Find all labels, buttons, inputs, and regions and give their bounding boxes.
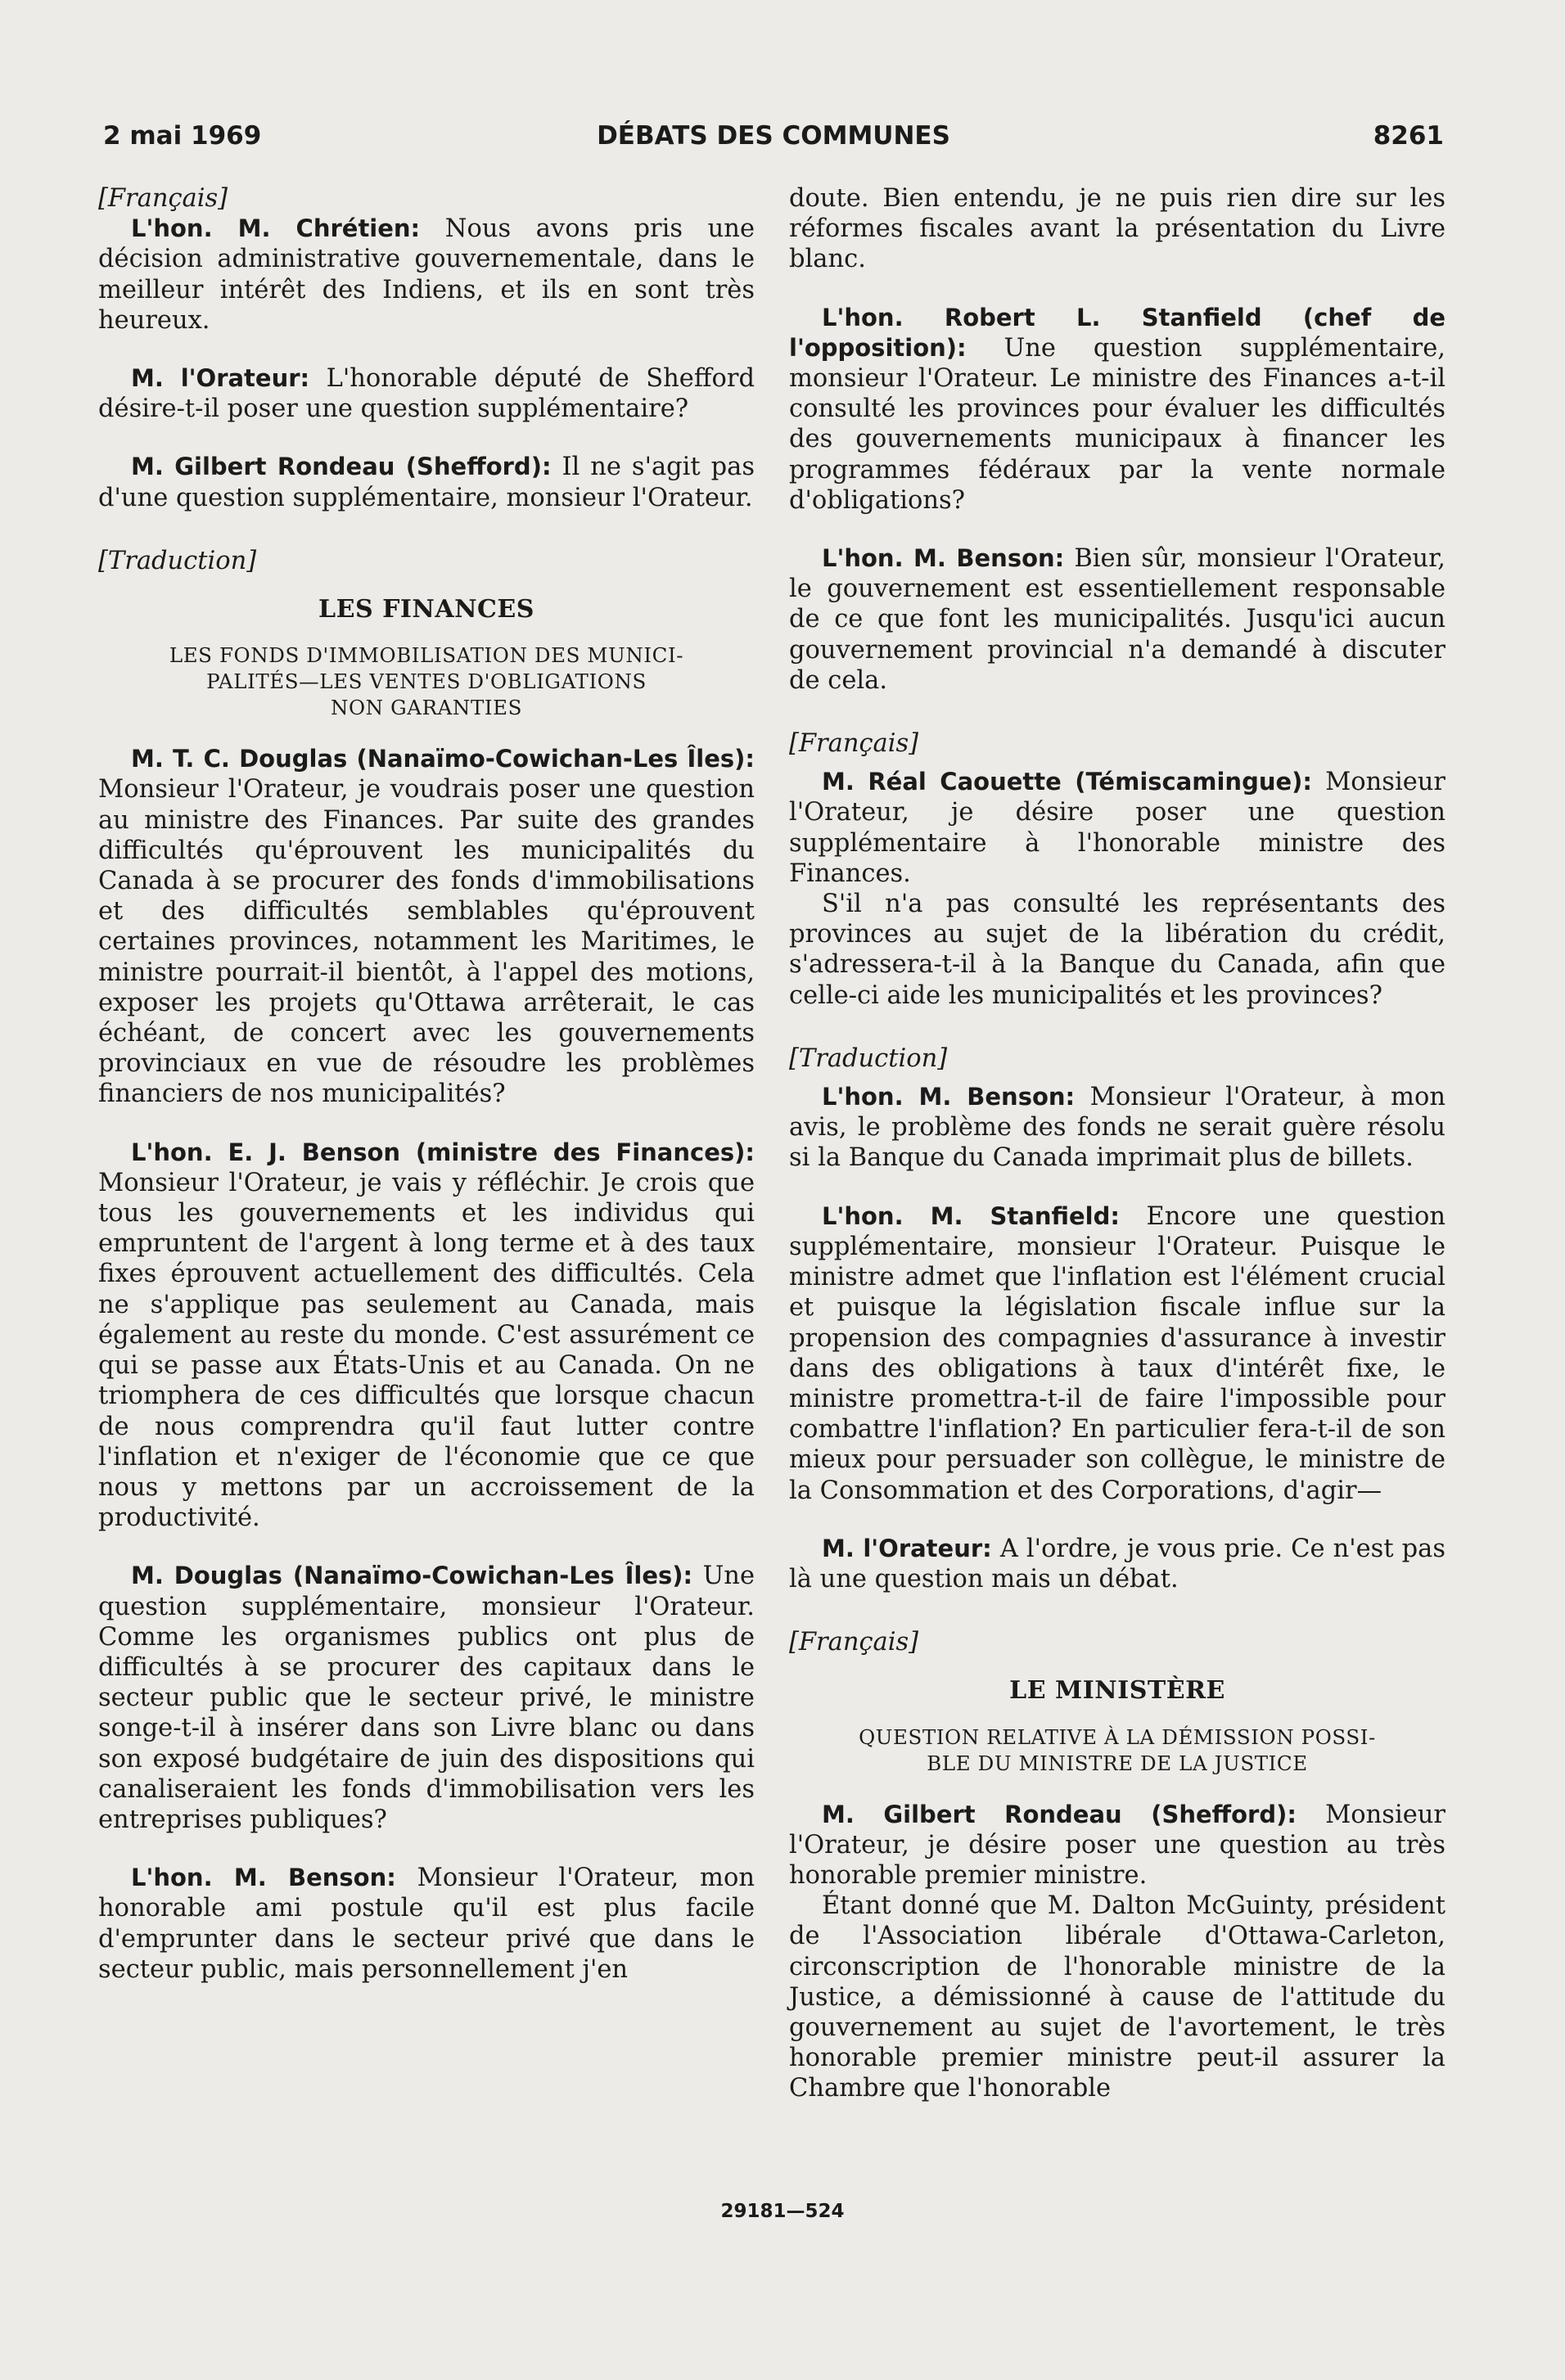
speaker-name: M. l'Orateur:	[131, 364, 310, 393]
speech-text: A l'ordre, je vous prie. Ce n'est pas là une question mais un débat.	[789, 1534, 1446, 1593]
speaker-name: L'hon. E. J. Benson (ministre des Finances):	[131, 1138, 755, 1166]
body-paragraph: S'il n'a pas consulté les représentants des provinces au sujet de la libération du crédit, s'adressera-t-il à la Banque du Canada, afin que celle-ci aide les municipalités et les provinces?	[789, 890, 1445, 1010]
page-header	[103, 121, 1444, 162]
speech-text: Nous avons pris une décision administrative gouvernementale, dans le meilleur intérêt des Indiens, et ils en sont très heureux.	[98, 214, 755, 335]
section-heading: LES FINANCES	[318, 595, 534, 624]
speech-text: Monsieur l'Orateur, à mon avis, le problème des fonds ne serait guère résolu si la Banque du Canada imprimait plus de billets.	[789, 1083, 1445, 1173]
speaker-name: L'hon. M. Chrétien:	[131, 214, 421, 243]
speech-paragraph	[98, 1561, 755, 1835]
speaker-name: M. T. C. Douglas (Nanaïmo-Cowichan-Les Îles):	[131, 745, 755, 773]
subheading-line: QUESTION RELATIVE À LA DÉMISSION POSSI-	[859, 1724, 1376, 1749]
speech-text: Monsieur l'Orateur, je vais y réfléchir. Je crois que tous les gouvernements et les individus qui empruntent de l'argent à long terme et à des taux fixes éprouvent actuellement des difficultés. Cela ne s'applique pas seulement au Canada, mais également au reste du monde. C'est assurément ce qui se passe aux États-Unis et au Canada. On ne triomphera de ces difficultés que lorsque chacun de nous comprendra qu'il faut lutter contre l'inflation et n'exiger de l'économie que ce que nous y mettons par un accroissement de la productivité.	[98, 1168, 755, 1533]
speaker-name: L'hon. M. Benson:	[131, 1864, 396, 1892]
speaker-name: M. Gilbert Rondeau (Shefford):	[822, 1800, 1297, 1828]
speech-paragraph	[789, 303, 1445, 516]
speaker-name: L'hon. M. Stanfield:	[822, 1201, 1120, 1230]
language-marker: [Français]	[98, 184, 228, 213]
speech-paragraph	[98, 214, 755, 336]
speech-text: Monsieur l'Orateur, je désire poser une question au très honorable premier ministre.	[789, 1800, 1445, 1890]
speaker-name: L'hon. Robert L. Stanfield (chef de l'opposition):	[789, 303, 1445, 362]
header-date: 2 mai 1969	[103, 121, 262, 151]
body-paragraph: Étant donné que M. Dalton McGuinty, président de l'Association libérale d'Ottawa-Carleton, circonscription de l'honorable ministre de la Justice, a démissionné à cause de l'attitude du gouvernement au sujet de l'avortement, le très honorable premier ministre peut-il assurer la Chambre que l'honorable	[789, 1891, 1445, 2103]
subheading-line: PALITÉS—LES VENTES D'OBLIGATIONS	[206, 669, 647, 694]
speech-text: Bien sûr, monsieur l'Orateur, le gouvernement est essentiellement responsable de ce que font les municipalités. Jusqu'ici aucun gouvernement provincial n'a demandé à discuter de cela.	[789, 544, 1445, 695]
speech-text: L'honorable député de Shefford désire-t-il poser une question supplémentaire?	[98, 364, 755, 424]
left-column	[98, 183, 755, 1985]
language-marker: [Français]	[789, 729, 919, 759]
speech-paragraph	[789, 1082, 1445, 1174]
speech-paragraph	[789, 767, 1445, 889]
subheading-line: BLE DU MINISTRE DE LA JUSTICE	[927, 1751, 1308, 1775]
page-footer-code: 29181—524	[720, 2201, 845, 2222]
speech-text: Monsieur l'Orateur, mon honorable ami postule qu'il est plus facile d'emprunter dans le secteur privé que dans le secteur public, mais personnellement j'en	[98, 1864, 755, 1984]
section-heading: LE MINISTÈRE	[1009, 1676, 1225, 1706]
speaker-name: M. Gilbert Rondeau (Shefford):	[131, 453, 552, 481]
speech-paragraph	[789, 1201, 1445, 1506]
speech-paragraph	[789, 543, 1445, 696]
speech-text: Monsieur l'Orateur, je voudrais poser une question au ministre des Finances. Par suite des grandes difficultés qu'éprouvent les municipalités du Canada à se procurer des fonds d'immobilisations et des difficultés semblables qu'éprouvent certaines provinces, notamment les Maritimes, le ministre pourrait-il bientôt, à l'appel des motions, exposer les projets qu'Ottawa arrêterait, le cas échéant, de concert avec les gouvernements provinciaux en vue de résoudre les problèmes financiers de nos municipalités?	[98, 775, 755, 1109]
subheading-line: LES FONDS D'IMMOBILISATION DES MUNICI-	[169, 643, 684, 668]
section-subheading	[98, 642, 755, 721]
continued-paragraph: doute. Bien entendu, je ne puis rien dire sur les réformes fiscales avant la présentation du Livre blanc.	[789, 184, 1445, 274]
language-marker: [Traduction]	[789, 1044, 948, 1073]
speech-text: Une question supplémentaire, monsieur l'Orateur. Comme les organismes publics ont plus de difficultés à se procurer des capitaux dans le secteur public que le secteur privé, le ministre songe-t-il à insérer dans son Livre blanc ou dans son exposé budgétaire de juin des dispositions qui canaliseraient les fonds d'immobilisation vers les entreprises publiques?	[98, 1562, 755, 1834]
speaker-name: L'hon. M. Benson:	[822, 544, 1065, 573]
right-column	[789, 183, 1445, 2104]
section-subheading	[789, 1724, 1445, 1777]
speaker-name: M. l'Orateur:	[822, 1534, 992, 1562]
language-marker: [Français]	[789, 1628, 919, 1657]
speech-paragraph	[98, 1863, 755, 1985]
speech-text: Encore une question supplémentaire, monsieur l'Orateur. Puisque le ministre admet que l'inflation est l'élément crucial et puisque la législation fiscale influe sur la propension des compagnies d'assurance à investir dans des obligations à taux d'intérêt fixe, le ministre promettra-t-il de faire l'impossible pour combattre l'inflation? En particulier fera-t-il de son mieux pour persuader son collègue, le ministre de la Consommation et des Corporations, d'agir—	[789, 1201, 1445, 1505]
page-number: 8261	[1373, 121, 1444, 151]
speech-paragraph	[98, 744, 755, 1109]
speaker-name: M. Réal Caouette (Témiscamingue):	[822, 768, 1313, 796]
language-marker: [Traduction]	[98, 546, 257, 575]
speech-text: Monsieur l'Orateur, je désire poser une question supplémentaire à l'honorable ministre des Finances.	[789, 768, 1445, 888]
speech-paragraph	[98, 1138, 755, 1534]
speech-paragraph	[98, 363, 755, 424]
speech-paragraph	[98, 452, 755, 512]
speech-paragraph	[789, 1800, 1445, 1891]
subheading-line: NON GARANTIES	[330, 696, 523, 720]
speaker-name: M. Douglas (Nanaïmo-Cowichan-Les Îles):	[131, 1562, 693, 1590]
speaker-name: L'hon. M. Benson:	[822, 1083, 1076, 1111]
speech-text: Une question supplémentaire, monsieur l'Orateur. Le ministre des Finances a-t-il consulté les provinces pour évaluer les difficultés des gouvernements municipaux à financer les programmes fédéraux par la vente normale d'obligations?	[789, 333, 1445, 515]
header-title: DÉBATS DES COMMUNES	[597, 121, 950, 151]
speech-text: Il ne s'agit pas d'une question supplémentaire, monsieur l'Orateur.	[98, 453, 755, 512]
speech-paragraph	[789, 1534, 1445, 1594]
